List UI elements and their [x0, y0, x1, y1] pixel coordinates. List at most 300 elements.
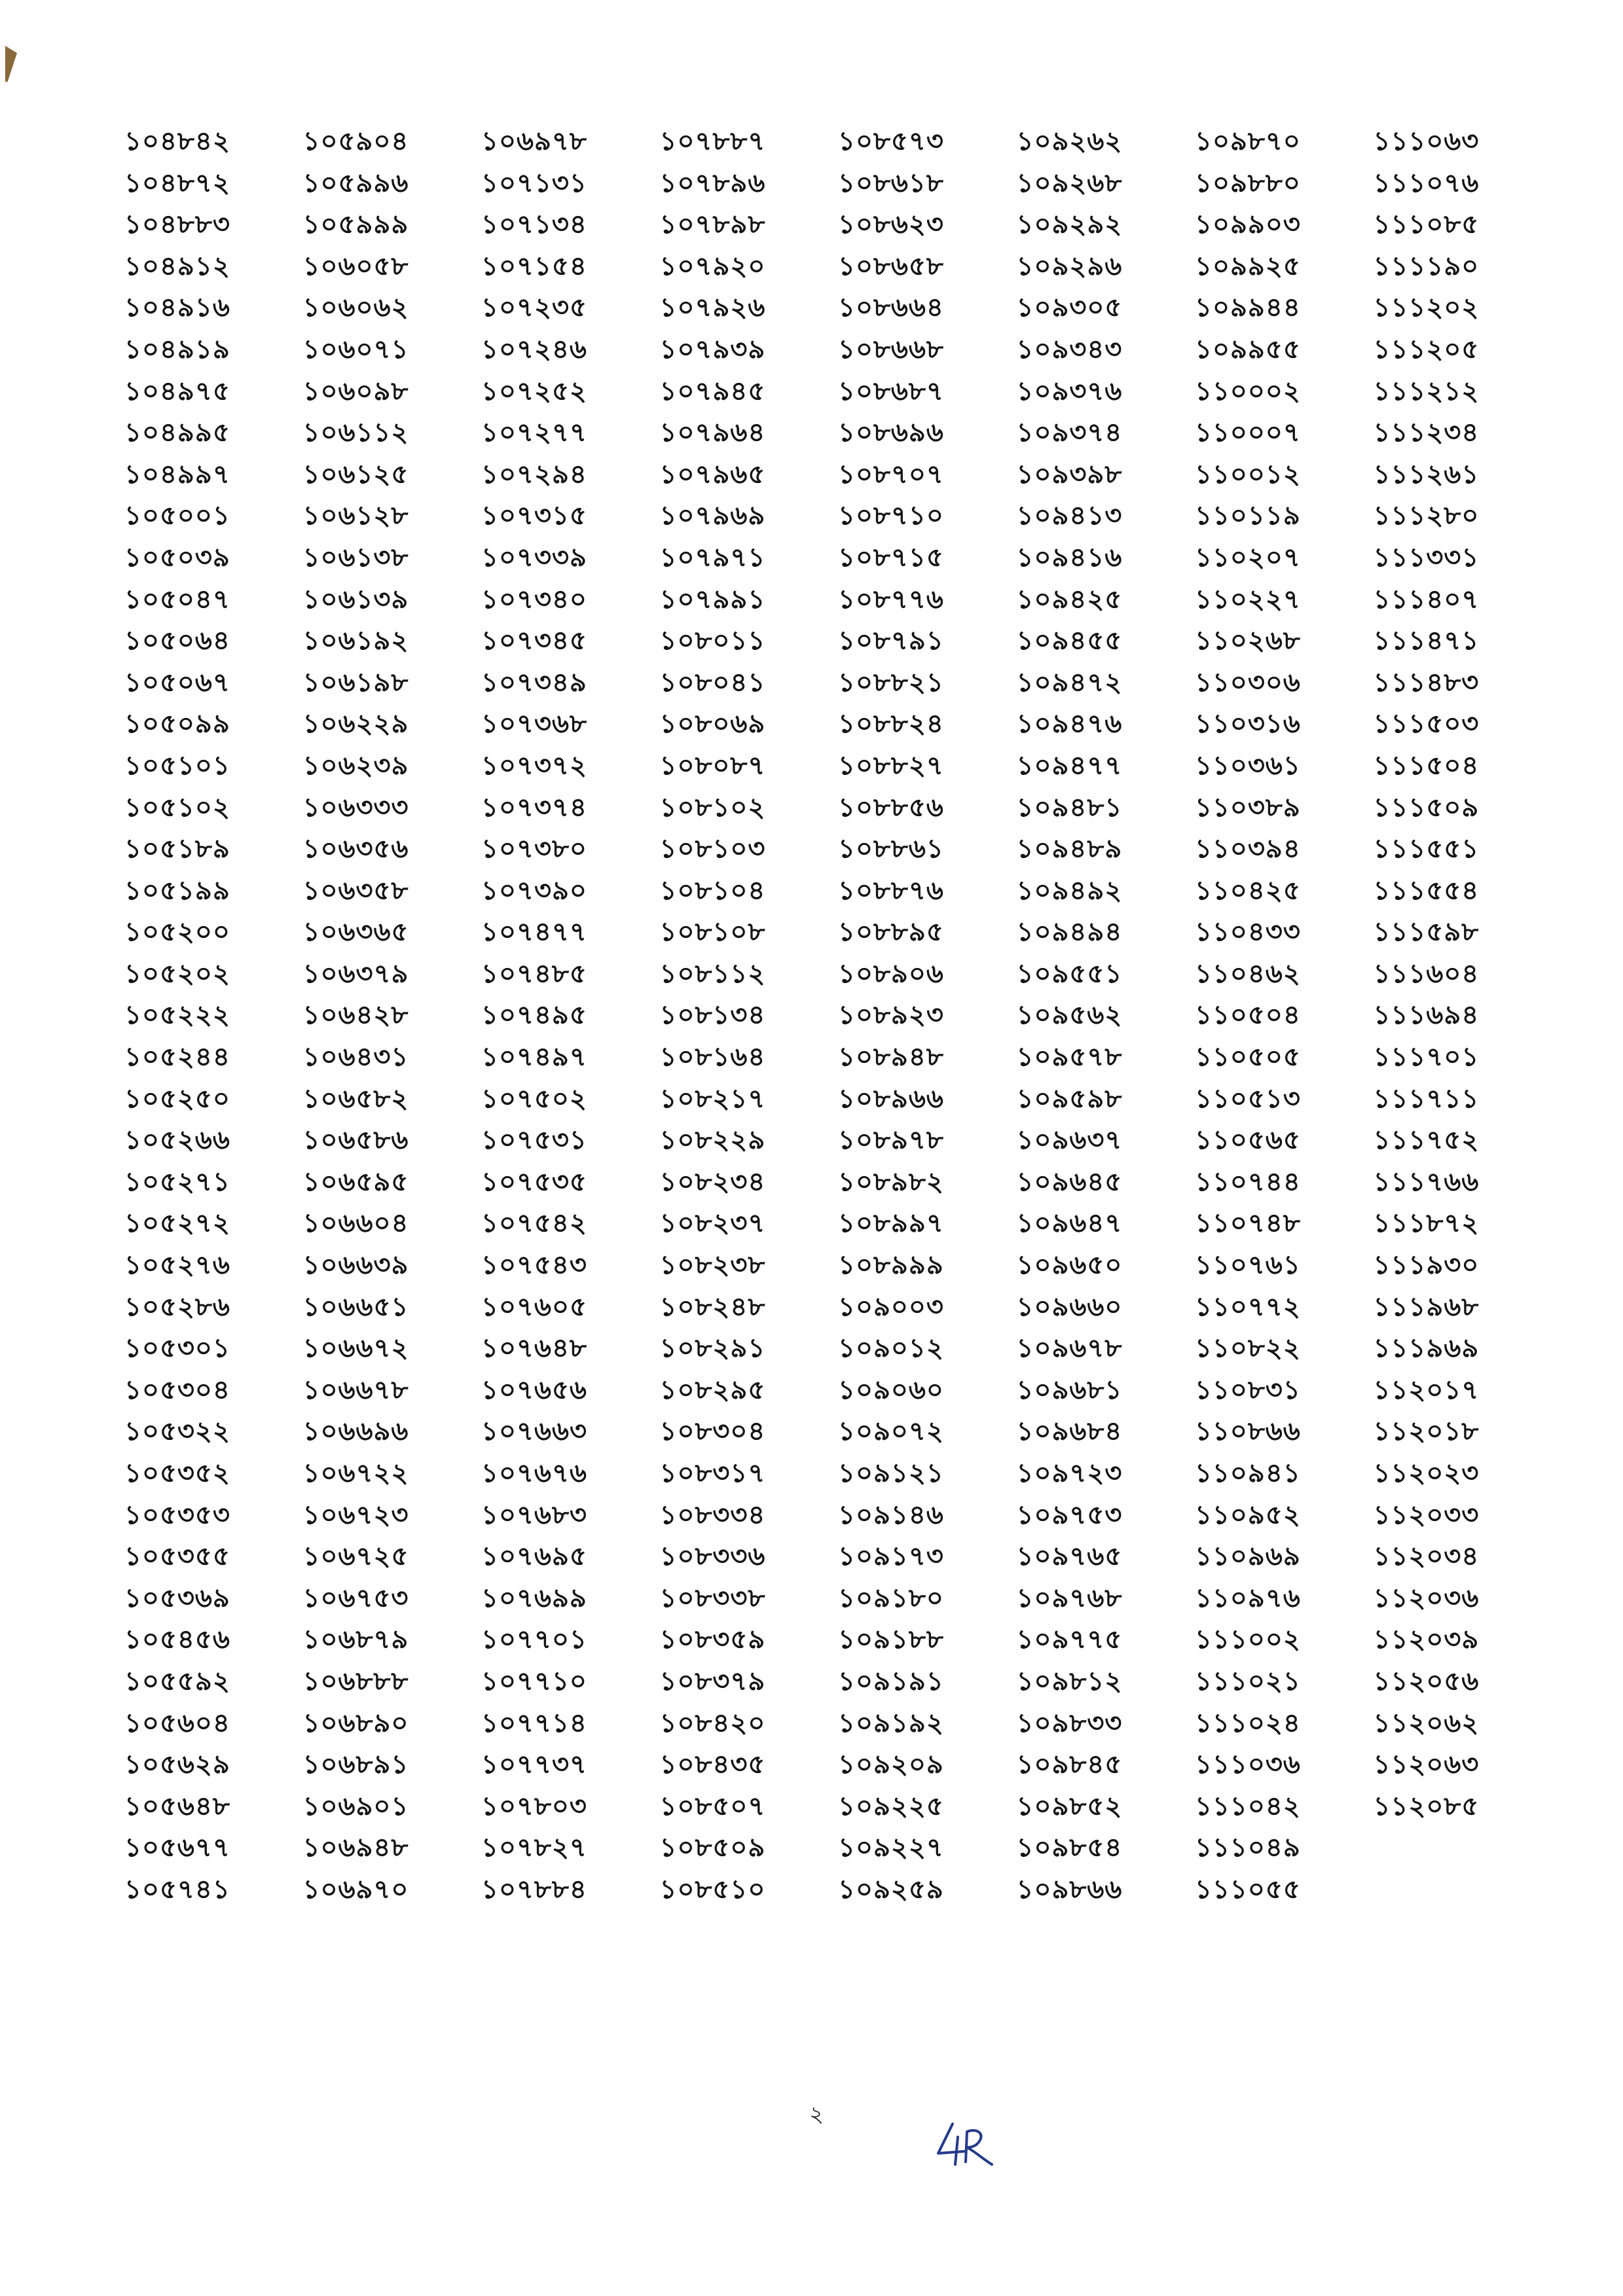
- roll-number: ১০৮৭১৫: [838, 542, 944, 573]
- roll-number: ১১০৪২৫: [1195, 875, 1301, 906]
- roll-column-2: [303, 121, 482, 1911]
- roll-column-4: [660, 121, 839, 1911]
- roll-number: ১০৬৯০১: [302, 1791, 409, 1821]
- roll-number: ১০৬৯৭৮: [481, 126, 587, 156]
- roll-number: ১১১৪৮৩: [1373, 667, 1480, 698]
- roll-number: ১১১৫০৯: [1373, 792, 1480, 823]
- roll-number: ১১০৪৬২: [1195, 958, 1301, 989]
- roll-number: ১০৯৮৫২: [1016, 1791, 1123, 1821]
- roll-number: ১০৮৮৭৬: [838, 875, 944, 906]
- roll-number: ১০৯৭৫৩: [1016, 1499, 1123, 1530]
- roll-number: ১১২০৬৩: [1373, 1749, 1480, 1780]
- roll-number: ১০৫৬৭৭: [124, 1833, 230, 1863]
- signature-initials: [933, 2117, 995, 2170]
- roll-number: ১০৭৭০১: [481, 1624, 587, 1655]
- roll-number: ১০৭৬৭৬: [481, 1458, 587, 1488]
- roll-number: ১০৯৩৪৩: [1016, 334, 1123, 365]
- roll-number: ১০৯৫৯৮: [1016, 1083, 1123, 1114]
- roll-number: ১০৭২৯৪: [481, 459, 587, 490]
- roll-number: ১১১০০২: [1195, 1624, 1301, 1655]
- roll-number: ১০৭৫৩১: [481, 1125, 587, 1156]
- roll-number: ১০৯৮৫৪: [1016, 1833, 1123, 1863]
- roll-number: ১০৫০০১: [124, 501, 230, 531]
- roll-number: ১০৭৪৭৭: [481, 917, 587, 948]
- roll-number: ১০৯৮৪৫: [1016, 1749, 1123, 1780]
- roll-number: ১০৯৬৮৪: [1016, 1416, 1123, 1447]
- roll-number: ১০৯২৬৮: [1016, 168, 1123, 198]
- roll-number: ১০৯৩৭৬: [1016, 376, 1123, 406]
- roll-number: ১০৯৪৮১: [1016, 792, 1123, 823]
- roll-number: ১০৭৭১০: [481, 1666, 587, 1696]
- roll-number: ১০৯৮৭০: [1195, 126, 1301, 156]
- roll-number: ১০৮১০৮: [659, 917, 766, 948]
- roll-number: ১০৫১৮৯: [124, 834, 230, 865]
- roll-number: ১০৭২৫২: [481, 376, 587, 406]
- roll-number: ১০৮৮৫৬: [838, 792, 944, 823]
- roll-number: ১১১৪০৭: [1373, 584, 1480, 615]
- roll-number: ১১১২৮০: [1373, 501, 1480, 531]
- roll-number: ১০৫০৯৯: [124, 709, 230, 740]
- roll-number: ১১১২০৫: [1373, 334, 1480, 365]
- roll-number: ১০৫৯৯৯: [302, 209, 409, 240]
- roll-number: ১০৭৩৭২: [481, 750, 587, 781]
- roll-number: ১০৮৩০৪: [659, 1416, 766, 1447]
- roll-number: ১০৮৩৩৬: [659, 1541, 766, 1572]
- roll-number: ১১১২৩৪: [1373, 418, 1480, 448]
- roll-number: ১১০২২৭: [1195, 584, 1301, 615]
- roll-number: ১১২০৩৪: [1373, 1541, 1480, 1572]
- roll-number: ১০৯৮৮০: [1195, 168, 1301, 198]
- roll-number: ১০৭৮০৩: [481, 1791, 587, 1821]
- roll-number: ১০৮১১২: [659, 958, 766, 989]
- roll-number: ১১১৫৫৪: [1373, 875, 1480, 906]
- roll-number: ১০৯০১২: [838, 1333, 944, 1364]
- roll-number: ১০৫১০২: [124, 792, 230, 823]
- roll-number: ১০৫২০০: [124, 917, 230, 948]
- roll-number: ১০৫০৬৪: [124, 626, 230, 656]
- roll-number: ১১১৫৯৮: [1373, 917, 1480, 948]
- roll-number: ১০৯৬৬০: [1016, 1291, 1123, 1322]
- roll-number: ১১২০৩৯: [1373, 1624, 1480, 1655]
- roll-number: ১০৭৮৮৭: [659, 126, 766, 156]
- roll-number: ১০৯০৭২: [838, 1416, 944, 1447]
- roll-number: ১০৭৫০২: [481, 1083, 587, 1114]
- roll-number: ১০৮৯৯৭: [838, 1208, 944, 1239]
- roll-number: ১১১৫০৪: [1373, 750, 1480, 781]
- roll-number: ১০৮৪৩৫: [659, 1749, 766, 1780]
- roll-number: ১০৮১০৩: [659, 834, 766, 865]
- roll-column-8: [1374, 121, 1552, 1911]
- roll-number: ১০৮৭০৭: [838, 459, 944, 490]
- roll-number: ১০৫৩০১: [124, 1333, 230, 1364]
- roll-number: ১১০৫৬৫: [1195, 1125, 1301, 1156]
- roll-number: ১০৪৯৭৫: [124, 376, 230, 406]
- roll-number: ১০৯৫৭৮: [1016, 1042, 1123, 1073]
- roll-number: ১০৮১০৪: [659, 875, 766, 906]
- roll-number: ১০৮৬১৮: [838, 168, 944, 198]
- roll-number: ১০৭৩৪৯: [481, 667, 587, 698]
- roll-number: ১০৭৬৫৬: [481, 1374, 587, 1405]
- roll-number: ১০৯৭৬৫: [1016, 1541, 1123, 1572]
- roll-number: ১০৫২২২: [124, 1000, 230, 1031]
- roll-number: ১০৭৯৭১: [659, 542, 766, 573]
- roll-number: ১১১৭৬৬: [1373, 1166, 1480, 1197]
- roll-number: ১১২০৬২: [1373, 1708, 1480, 1738]
- roll-number: ১১০৮৬৬: [1195, 1416, 1301, 1447]
- roll-number: ১০৫২৭৬: [124, 1250, 230, 1281]
- roll-number: ১০৯৬৮১: [1016, 1374, 1123, 1405]
- roll-number: ১০৭২৭৭: [481, 418, 587, 448]
- roll-number: ১০৬৯৪৮: [302, 1833, 409, 1863]
- roll-column-7: [1195, 121, 1374, 1911]
- roll-number: ১১০৭৬১: [1195, 1250, 1301, 1281]
- roll-number: ১০৮৭৯১: [838, 626, 944, 656]
- roll-number: ১০৬১৯২: [302, 626, 409, 656]
- roll-number: ১০৮২৯৫: [659, 1374, 766, 1405]
- roll-number: ১০৬১১২: [302, 418, 409, 448]
- roll-number: ১০৮২৩৪: [659, 1166, 766, 1197]
- roll-number: ১০৯৭২৩: [1016, 1458, 1123, 1488]
- roll-number: ১০৭৮২৭: [481, 1833, 587, 1863]
- roll-number: ১০৫৪৫৬: [124, 1624, 230, 1655]
- roll-number: ১০৭৩৭৪: [481, 792, 587, 823]
- roll-number: ১১০৯৬৯: [1195, 1541, 1301, 1572]
- roll-number: ১০৮৬৮৭: [838, 376, 944, 406]
- roll-number: ১১১১৯০: [1373, 251, 1480, 281]
- roll-number: ১০৫২৫০: [124, 1083, 230, 1114]
- roll-number: ১১১০২৪: [1195, 1708, 1301, 1738]
- roll-number: ১০৮৯৮২: [838, 1166, 944, 1197]
- roll-number: ১০৭৫৪৩: [481, 1250, 587, 1281]
- roll-number: ১০৬৮৯১: [302, 1749, 409, 1780]
- roll-number: ১১০৩০৬: [1195, 667, 1301, 698]
- roll-number: ১০৭৬৯৯: [481, 1583, 587, 1613]
- roll-number: ১০৯৪৭২: [1016, 667, 1123, 698]
- roll-number: ১১১৮৭২: [1373, 1208, 1480, 1239]
- roll-number: ১০৬৩৬৫: [302, 917, 409, 948]
- roll-number: ১১১০৩৬: [1195, 1749, 1301, 1780]
- roll-number: ১০৬০৯৮: [302, 376, 409, 406]
- roll-number: ১০৮৭৭৬: [838, 584, 944, 615]
- roll-number: ১১১০৫৫: [1195, 1874, 1301, 1905]
- roll-number: ১০৯২৯২: [1016, 209, 1123, 240]
- roll-number: ১০৫০৩৯: [124, 542, 230, 573]
- roll-number: ১০৯৯৪৪: [1195, 293, 1301, 323]
- roll-number: ১০৬৩৩৩: [302, 792, 409, 823]
- roll-number: ১০৯৪৯৪: [1016, 917, 1123, 948]
- roll-number: ১০৪৯১৬: [124, 293, 230, 323]
- roll-number: ১১০৯৪১: [1195, 1458, 1301, 1488]
- roll-number: ১০৭৫৩৫: [481, 1166, 587, 1197]
- roll-number: ১০৫২০২: [124, 958, 230, 989]
- roll-number: ১০৫০৬৭: [124, 667, 230, 698]
- roll-number: ১১১২১২: [1373, 376, 1480, 406]
- roll-number: ১০৯১৮০: [838, 1583, 944, 1613]
- roll-number: ১১০৫১৩: [1195, 1083, 1301, 1114]
- roll-number: ১০৫২৭১: [124, 1166, 230, 1197]
- roll-number: ১০৭২৩৫: [481, 293, 587, 323]
- roll-number: ১১০০০৭: [1195, 418, 1301, 448]
- roll-number: ১০৭৯৪৫: [659, 376, 766, 406]
- roll-number: ১০৯১৯২: [838, 1708, 944, 1738]
- roll-number: ১০৯০৬০: [838, 1374, 944, 1405]
- roll-number: ১০৯৮৩৩: [1016, 1708, 1123, 1738]
- roll-number: ১১১৬৯৪: [1373, 1000, 1480, 1031]
- roll-number: ১০৬৬৯৬: [302, 1416, 409, 1447]
- roll-number: ১০৬৬৩৯: [302, 1250, 409, 1281]
- roll-number: ১০৭৬৯৫: [481, 1541, 587, 1572]
- roll-number: ১০৬৫৮৬: [302, 1125, 409, 1156]
- roll-number: ১০৮০৬৯: [659, 709, 766, 740]
- roll-number: ১০৮৮২১: [838, 667, 944, 698]
- roll-column-1: [124, 121, 303, 1911]
- roll-number: ১০৯৩০৫: [1016, 293, 1123, 323]
- roll-number: ১০৮৩১৭: [659, 1458, 766, 1488]
- roll-number: ১০৯৪৭৬: [1016, 709, 1123, 740]
- roll-number: ১০৬২২৯: [302, 709, 409, 740]
- roll-number: ১০৯১৯১: [838, 1666, 944, 1696]
- roll-number: ১০৯১৮৮: [838, 1624, 944, 1655]
- roll-number: ১০৮১৩৪: [659, 1000, 766, 1031]
- roll-number: ১০৬১৯৮: [302, 667, 409, 698]
- roll-number: ১০৯৪৭৭: [1016, 750, 1123, 781]
- roll-number: ১০৭৩৬৮: [481, 709, 587, 740]
- roll-number: ১০৯৯২৫: [1195, 251, 1301, 281]
- roll-number: ১১০৮৩১: [1195, 1374, 1301, 1405]
- roll-column-6: [1017, 121, 1195, 1911]
- roll-number: ১১০৩৮৯: [1195, 792, 1301, 823]
- roll-number: ১০৮৩৭৯: [659, 1666, 766, 1696]
- roll-number: ১০৮৯০৬: [838, 958, 944, 989]
- roll-number: ১০৬৭২২: [302, 1458, 409, 1488]
- roll-number: ১০৭৮৮৪: [481, 1874, 587, 1905]
- roll-column-3: [481, 121, 660, 1911]
- roll-number: ১০৮১৬৪: [659, 1042, 766, 1073]
- roll-number: ১০৭৮৯৬: [659, 168, 766, 198]
- roll-number: ১০৮৬৫৮: [838, 251, 944, 281]
- roll-number: ১০৬৫৮২: [302, 1083, 409, 1114]
- roll-number: ১১০০১২: [1195, 459, 1301, 490]
- roll-number: ১১১৭৫২: [1373, 1125, 1480, 1156]
- roll-number: ১০৭৪৯৫: [481, 1000, 587, 1031]
- roll-number: ১১১৫০৩: [1373, 709, 1480, 740]
- roll-number: ১০৬৭২৩: [302, 1499, 409, 1530]
- roll-number: ১১১২০২: [1373, 293, 1480, 323]
- roll-number: ১০৮৯৭৮: [838, 1125, 944, 1156]
- roll-number: ১০৯৯০৩: [1195, 209, 1301, 240]
- roll-number: ১০৭২৪৬: [481, 334, 587, 365]
- roll-number: ১০৫২৬৬: [124, 1125, 230, 1156]
- roll-number: ১১১০৬৩: [1373, 126, 1480, 156]
- roll-number: ১০৭৯৬৪: [659, 418, 766, 448]
- roll-number: ১১২০১৭: [1373, 1374, 1480, 1405]
- roll-number: ১০৯৪২৫: [1016, 584, 1123, 615]
- roll-number: ১০৭৪৯৭: [481, 1042, 587, 1073]
- roll-number: ১১১০৮৫: [1373, 209, 1480, 240]
- roll-number: ১১১৭১১: [1373, 1083, 1480, 1114]
- roll-number: ১০৮০১১: [659, 626, 766, 656]
- roll-number: ১০৯২৫৯: [838, 1874, 944, 1905]
- roll-number: ১১০৫০৪: [1195, 1000, 1301, 1031]
- roll-number: ১০৬৭২৫: [302, 1541, 409, 1572]
- roll-number: ১১০৩৯৪: [1195, 834, 1301, 865]
- roll-number: ১১১৯৬৯: [1373, 1333, 1480, 1364]
- roll-number: ১০৮৮৬১: [838, 834, 944, 865]
- roll-number: ১১১২৬১: [1373, 459, 1480, 490]
- roll-number: ১০৬১২৮: [302, 501, 409, 531]
- roll-number: ১০৮৬২৩: [838, 209, 944, 240]
- roll-number: ১০৯২০৯: [838, 1749, 944, 1780]
- roll-number: ১০৫৩৫২: [124, 1458, 230, 1488]
- roll-number: ১০৫১৯৯: [124, 875, 230, 906]
- roll-number: ১০৯৪৯২: [1016, 875, 1123, 906]
- roll-number: ১০৬৪২৮: [302, 1000, 409, 1031]
- roll-number: ১০৯৩৯৮: [1016, 459, 1123, 490]
- roll-number: ১০৪৮৭২: [124, 168, 230, 198]
- roll-number: ১০৯৯৫৫: [1195, 334, 1301, 365]
- roll-number: ১০৮৩৩৪: [659, 1499, 766, 1530]
- roll-number: ১১০৮২২: [1195, 1333, 1301, 1364]
- roll-number: ১০৭৭৩৭: [481, 1749, 587, 1780]
- roll-number: ১০৬৬৭২: [302, 1333, 409, 1364]
- page-number: ২: [809, 2102, 824, 2128]
- roll-number: ১০৬৪৩১: [302, 1042, 409, 1073]
- roll-number: ১০৮২৩৮: [659, 1250, 766, 1281]
- roll-number: ১০৬৬০৪: [302, 1208, 409, 1239]
- roll-number: ১০৪৯৯৭: [124, 459, 230, 490]
- roll-number: ১১০৫০৫: [1195, 1042, 1301, 1073]
- roll-number: ১০৯১৭৩: [838, 1541, 944, 1572]
- roll-number: ১০৬১৩৯: [302, 584, 409, 615]
- roll-number: ১০৬২৩৯: [302, 750, 409, 781]
- roll-number: ১১১০২১: [1195, 1666, 1301, 1696]
- roll-number: ১০৯৬৩৭: [1016, 1125, 1123, 1156]
- roll-number: ১১১৯৬৮: [1373, 1291, 1480, 1322]
- roll-number: ১০৮৩৫৯: [659, 1624, 766, 1655]
- roll-number: ১০৫২৭২: [124, 1208, 230, 1239]
- roll-number: ১০৭৯৯১: [659, 584, 766, 615]
- roll-number: ১০৯৪৮৯: [1016, 834, 1123, 865]
- roll-number: ১০৯৮১২: [1016, 1666, 1123, 1696]
- roll-number: ১০৫৯৯৬: [302, 168, 409, 198]
- roll-number: ১০৮৭১০: [838, 501, 944, 531]
- roll-number: ১০৮৫০৭: [659, 1791, 766, 1821]
- roll-number: ১০৪৯৯৫: [124, 418, 230, 448]
- roll-number: ১০৪৯১২: [124, 251, 230, 281]
- roll-number: ১০৭৪৮৫: [481, 958, 587, 989]
- roll-number: ১০৯৭৬৮: [1016, 1583, 1123, 1613]
- roll-number: ১০৭১৫৪: [481, 251, 587, 281]
- roll-number: ১০৭৩৪৫: [481, 626, 587, 656]
- roll-number: ১০৫২৪৪: [124, 1042, 230, 1073]
- roll-number: ১০৮২৯১: [659, 1333, 766, 1364]
- roll-number: ১০৭৩৪০: [481, 584, 587, 615]
- roll-number: ১০৭৩৯০: [481, 875, 587, 906]
- roll-number-table: [124, 121, 1552, 1911]
- roll-number: ১০৯৩৭৪: [1016, 418, 1123, 448]
- roll-number: ১১১৪৭১: [1373, 626, 1480, 656]
- roll-number: ১০৫২৮৬: [124, 1291, 230, 1322]
- roll-number: ১০৯০০৩: [838, 1291, 944, 1322]
- roll-number: ১০৮৯৬৬: [838, 1083, 944, 1114]
- roll-number: ১০৫৬৪৮: [124, 1791, 230, 1821]
- roll-number: ১১০৭৪৪: [1195, 1166, 1301, 1197]
- roll-number: ১০৬০৫৮: [302, 251, 409, 281]
- roll-number: ১১০৯৭৬: [1195, 1583, 1301, 1613]
- roll-number: ১০৯২২৫: [838, 1791, 944, 1821]
- roll-number: ১০৭৯৬৫: [659, 459, 766, 490]
- roll-number: ১০৪৮৮৩: [124, 209, 230, 240]
- roll-number: ১০৯২৯৬: [1016, 251, 1123, 281]
- roll-number: ১০৬৮৯০: [302, 1708, 409, 1738]
- roll-number: ১০৯৬৫০: [1016, 1250, 1123, 1281]
- roll-number: ১০৫৩২২: [124, 1416, 230, 1447]
- roll-number: ১১২০২৩: [1373, 1458, 1480, 1488]
- roll-number: ১০৯১২১: [838, 1458, 944, 1488]
- roll-number: ১০৬০৬২: [302, 293, 409, 323]
- roll-number: ১০৭১৩১: [481, 168, 587, 198]
- roll-number: ১০৮১০২: [659, 792, 766, 823]
- roll-number: ১০৮৪২০: [659, 1708, 766, 1738]
- roll-number: ১০৫৬০৪: [124, 1708, 230, 1738]
- roll-number: ১০৭৬৮৩: [481, 1499, 587, 1530]
- roll-number: ১০৬৩৭৯: [302, 958, 409, 989]
- roll-number: ১০৭৬০৫: [481, 1291, 587, 1322]
- roll-number: ১০৬৩৫৬: [302, 834, 409, 865]
- roll-number: ১১২০৮৫: [1373, 1791, 1480, 1821]
- roll-number: ১০৫৩০৪: [124, 1374, 230, 1405]
- roll-number: ১১০০০২: [1195, 376, 1301, 406]
- roll-number: ১০৮২১৭: [659, 1083, 766, 1114]
- roll-number: ১০৭৯২৬: [659, 293, 766, 323]
- roll-number: ১০৮৫৭৩: [838, 126, 944, 156]
- roll-number: ১০৭৩৩৯: [481, 542, 587, 573]
- page-corner-mark: [5, 46, 17, 82]
- roll-number: ১১১০৭৬: [1373, 168, 1480, 198]
- roll-number: ১০৪৮৪২: [124, 126, 230, 156]
- roll-number: ১০৯৬৪৫: [1016, 1166, 1123, 1197]
- roll-number: ১০৯৮৬৬: [1016, 1874, 1123, 1905]
- roll-number: ১০৬৬৫১: [302, 1291, 409, 1322]
- roll-number: ১০৮৮৯৫: [838, 917, 944, 948]
- roll-number: ১০৭৯৬৯: [659, 501, 766, 531]
- roll-number: ১১০২০৭: [1195, 542, 1301, 573]
- roll-number: ১০৭৯২০: [659, 251, 766, 281]
- roll-number: ১০৯৬৪৭: [1016, 1208, 1123, 1239]
- roll-number: ১০৮৫১০: [659, 1874, 766, 1905]
- roll-number: ১০৬৬৭৮: [302, 1374, 409, 1405]
- roll-number: ১০৮৬৬৮: [838, 334, 944, 365]
- roll-number: ১০৮০৮৭: [659, 750, 766, 781]
- roll-number: ১০৮৫০৯: [659, 1833, 766, 1863]
- roll-number: ১১১০৪২: [1195, 1791, 1301, 1821]
- roll-number: ১১১৯৩০: [1373, 1250, 1480, 1281]
- roll-number: ১০৭৭১৪: [481, 1708, 587, 1738]
- roll-number: ১০৭৩১৫: [481, 501, 587, 531]
- roll-number: ১০৫৬২৯: [124, 1749, 230, 1780]
- roll-number: ১১০৭৭২: [1195, 1291, 1301, 1322]
- roll-number: ১০৭৫৪২: [481, 1208, 587, 1239]
- roll-number: ১০৮৬৬৪: [838, 293, 944, 323]
- roll-number: ১০৯৪৫৫: [1016, 626, 1123, 656]
- roll-number: ১০৫৭৪১: [124, 1874, 230, 1905]
- roll-number: ১১০৩৬১: [1195, 750, 1301, 781]
- roll-number: ১০৯২২৭: [838, 1833, 944, 1863]
- roll-number: ১০৮৯৪৮: [838, 1042, 944, 1073]
- roll-number: ১০৫১০১: [124, 750, 230, 781]
- roll-number: ১১১৬০৪: [1373, 958, 1480, 989]
- roll-number: ১১১৫৫১: [1373, 834, 1480, 865]
